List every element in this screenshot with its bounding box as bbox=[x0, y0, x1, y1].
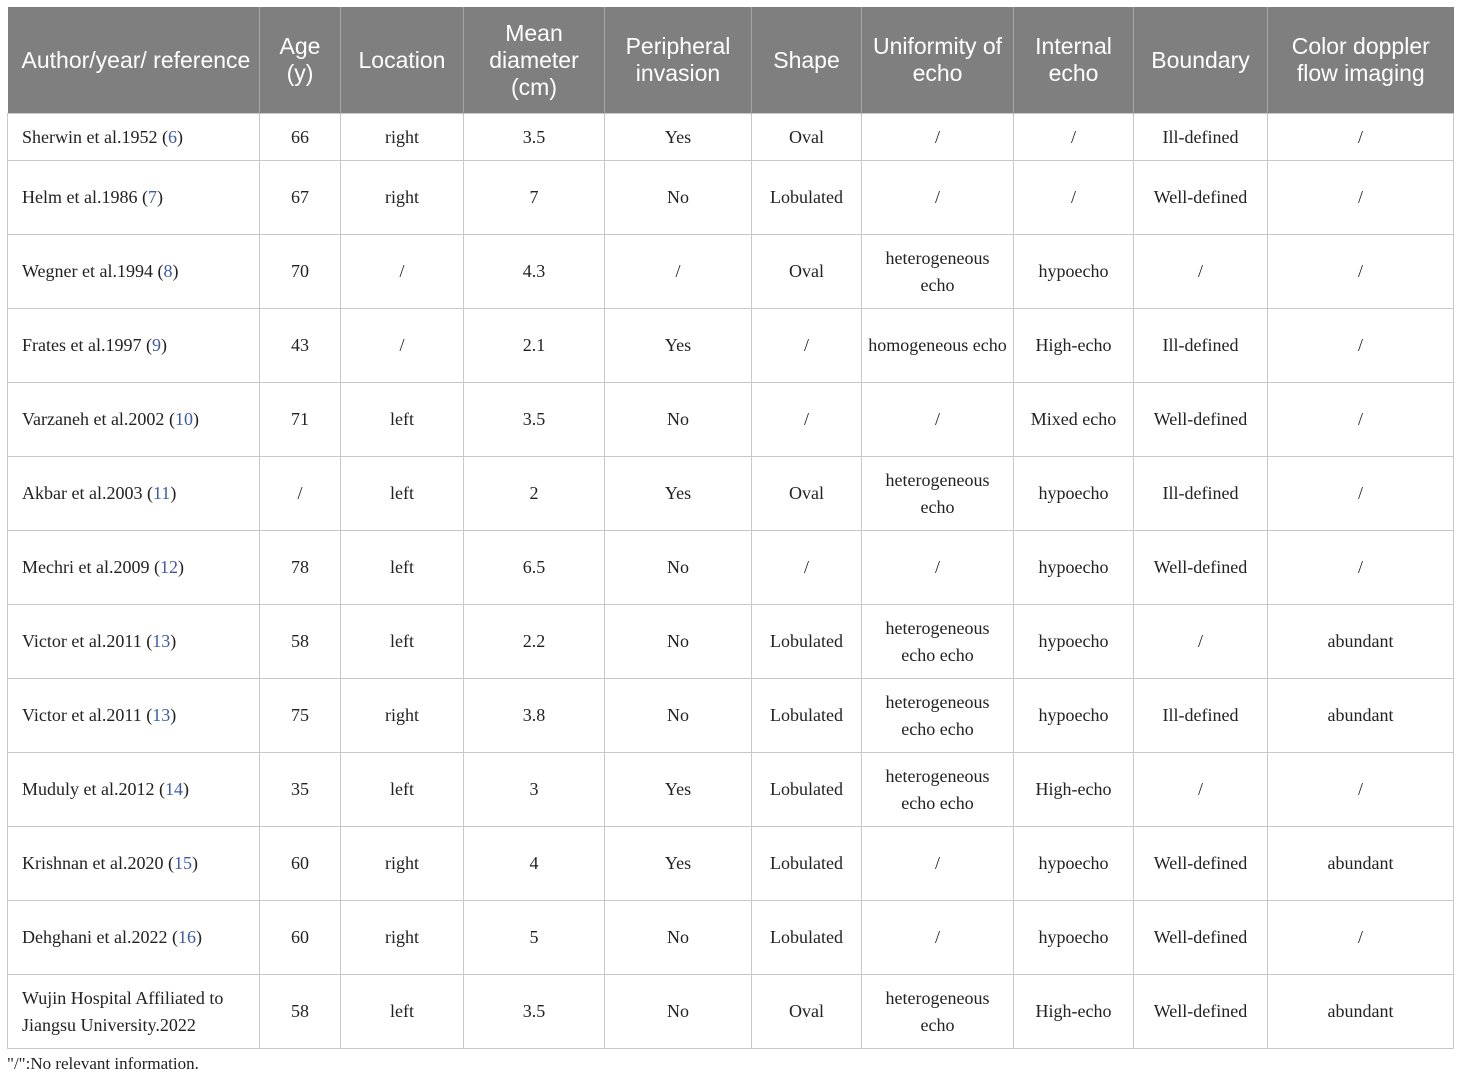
cell-age: 58 bbox=[260, 975, 341, 1049]
cell-uniformity: / bbox=[862, 531, 1014, 605]
author-text: Krishnan et al.2020 bbox=[22, 853, 164, 873]
table-header bbox=[8, 7, 1454, 114]
reference-link[interactable]: 10 bbox=[174, 409, 193, 429]
table-container bbox=[7, 7, 1453, 1049]
table-row bbox=[8, 457, 1454, 531]
header-cdfi: Color doppler flow imaging bbox=[1268, 7, 1454, 114]
reference-link[interactable]: 11 bbox=[152, 483, 171, 503]
cell-cdfi: / bbox=[1268, 457, 1454, 531]
cell-cdfi: / bbox=[1268, 531, 1454, 605]
cell-author bbox=[8, 975, 260, 1049]
reference-link[interactable]: 12 bbox=[159, 557, 178, 577]
reference-link[interactable]: 15 bbox=[173, 853, 192, 873]
cell-author: Sherwin et al.1952 (6) bbox=[8, 114, 260, 161]
reference-link[interactable]: 7 bbox=[147, 187, 157, 207]
author-text: Victor et al.2011 bbox=[22, 705, 142, 725]
cell-diameter: 2 bbox=[464, 457, 605, 531]
reference-link[interactable]: 13 bbox=[152, 631, 171, 651]
cell-shape: Oval bbox=[752, 114, 862, 161]
cell-location: left bbox=[341, 975, 464, 1049]
table-row bbox=[8, 901, 1454, 975]
header-location: Location bbox=[341, 7, 464, 114]
cell-uniformity: heterogeneous echo echo bbox=[862, 753, 1014, 827]
cell-diameter: 6.5 bbox=[464, 531, 605, 605]
cell-boundary: Well-defined bbox=[1134, 901, 1268, 975]
reference-link[interactable]: 14 bbox=[165, 779, 183, 799]
table-row bbox=[8, 827, 1454, 901]
cell-age: 58 bbox=[260, 605, 341, 679]
cell-invasion: Yes bbox=[605, 753, 752, 827]
table-row bbox=[8, 235, 1454, 309]
cell-shape: Lobulated bbox=[752, 679, 862, 753]
cell-invasion: No bbox=[605, 383, 752, 457]
cell-internal: / bbox=[1014, 114, 1134, 161]
cell-age: 43 bbox=[260, 309, 341, 383]
cell-uniformity: / bbox=[862, 901, 1014, 975]
cell-boundary: / bbox=[1134, 605, 1268, 679]
cell-cdfi: / bbox=[1268, 235, 1454, 309]
table-row bbox=[8, 309, 1454, 383]
cell-author: Helm et al.1986 (7) bbox=[8, 161, 260, 235]
cell-cdfi: abundant bbox=[1268, 679, 1454, 753]
header-shape: Shape bbox=[752, 7, 862, 114]
cell-diameter: 3 bbox=[464, 753, 605, 827]
cell-invasion: Yes bbox=[605, 114, 752, 161]
cell-invasion: No bbox=[605, 605, 752, 679]
cell-cdfi: / bbox=[1268, 309, 1454, 383]
cell-diameter: 4 bbox=[464, 827, 605, 901]
cell-internal: hypoecho bbox=[1014, 901, 1134, 975]
cell-location: left bbox=[341, 753, 464, 827]
author-text: Varzaneh et al.2002 bbox=[22, 409, 165, 429]
cell-author: Akbar et al.2003 (11) bbox=[8, 457, 260, 531]
cell-author: Victor et al.2011 (13) bbox=[8, 679, 260, 753]
header-diameter: Mean diameter (cm) bbox=[464, 7, 605, 114]
cell-location: left bbox=[341, 383, 464, 457]
cell-location: left bbox=[341, 605, 464, 679]
cell-shape: Lobulated bbox=[752, 605, 862, 679]
cell-diameter: 2.1 bbox=[464, 309, 605, 383]
author-text: Muduly et al.2012 bbox=[22, 779, 155, 799]
cell-boundary: Ill-defined bbox=[1134, 679, 1268, 753]
cell-cdfi: / bbox=[1268, 383, 1454, 457]
cell-age: 75 bbox=[260, 679, 341, 753]
cell-shape: Lobulated bbox=[752, 827, 862, 901]
cell-location: right bbox=[341, 161, 464, 235]
cell-cdfi: abundant bbox=[1268, 827, 1454, 901]
data-table bbox=[7, 7, 1454, 1049]
cell-internal: hypoecho bbox=[1014, 605, 1134, 679]
cell-shape: / bbox=[752, 309, 862, 383]
cell-invasion: No bbox=[605, 975, 752, 1049]
cell-author: Victor et al.2011 (13) bbox=[8, 605, 260, 679]
cell-uniformity: homogeneous echo bbox=[862, 309, 1014, 383]
cell-author: Varzaneh et al.2002 (10) bbox=[8, 383, 260, 457]
cell-internal: hypoecho bbox=[1014, 457, 1134, 531]
cell-diameter: 4.3 bbox=[464, 235, 605, 309]
cell-diameter: 3.5 bbox=[464, 975, 605, 1049]
cell-cdfi: / bbox=[1268, 901, 1454, 975]
cell-shape: Lobulated bbox=[752, 901, 862, 975]
table-row bbox=[8, 605, 1454, 679]
cell-location: left bbox=[341, 531, 464, 605]
reference-link[interactable]: 13 bbox=[152, 705, 171, 725]
cell-boundary: / bbox=[1134, 235, 1268, 309]
cell-internal: / bbox=[1014, 161, 1134, 235]
cell-age: 78 bbox=[260, 531, 341, 605]
table-row bbox=[8, 531, 1454, 605]
header-boundary: Boundary bbox=[1134, 7, 1268, 114]
cell-location: / bbox=[341, 235, 464, 309]
table-row bbox=[8, 114, 1454, 161]
footnote: "/":No relevant information. bbox=[7, 1054, 199, 1073]
cell-shape: Oval bbox=[752, 975, 862, 1049]
cell-boundary: Well-defined bbox=[1134, 827, 1268, 901]
cell-invasion: No bbox=[605, 531, 752, 605]
cell-invasion: Yes bbox=[605, 457, 752, 531]
table-row bbox=[8, 975, 1454, 1049]
cell-uniformity: heterogeneous echo bbox=[862, 457, 1014, 531]
cell-cdfi: / bbox=[1268, 114, 1454, 161]
author-text: Helm et al.1986 bbox=[22, 187, 138, 207]
cell-location: / bbox=[341, 309, 464, 383]
cell-uniformity: / bbox=[862, 383, 1014, 457]
cell-cdfi: / bbox=[1268, 161, 1454, 235]
reference-link[interactable]: 9 bbox=[151, 335, 161, 355]
cell-internal: hypoecho bbox=[1014, 531, 1134, 605]
cell-age: 66 bbox=[260, 114, 341, 161]
cell-shape: Oval bbox=[752, 235, 862, 309]
cell-location: right bbox=[341, 827, 464, 901]
cell-diameter: 5 bbox=[464, 901, 605, 975]
cell-age: 60 bbox=[260, 827, 341, 901]
cell-uniformity: heterogeneous echo echo bbox=[862, 605, 1014, 679]
cell-diameter: 3.8 bbox=[464, 679, 605, 753]
cell-location: left bbox=[341, 457, 464, 531]
cell-uniformity: / bbox=[862, 161, 1014, 235]
cell-boundary: Well-defined bbox=[1134, 975, 1268, 1049]
author-text: Wujin Hospital Affiliated to Jiangsu University.2022 bbox=[22, 987, 224, 1035]
cell-boundary: Ill-defined bbox=[1134, 114, 1268, 161]
cell-invasion: No bbox=[605, 901, 752, 975]
cell-shape: Lobulated bbox=[752, 753, 862, 827]
cell-shape: Lobulated bbox=[752, 161, 862, 235]
cell-uniformity: / bbox=[862, 114, 1014, 161]
cell-internal: hypoecho bbox=[1014, 827, 1134, 901]
cell-uniformity: heterogeneous echo echo bbox=[862, 679, 1014, 753]
cell-uniformity: heterogeneous echo bbox=[862, 235, 1014, 309]
author-text: Frates et al.1997 bbox=[22, 335, 142, 355]
author-text: Dehghani et al.2022 bbox=[22, 927, 168, 947]
reference-link[interactable]: 8 bbox=[163, 261, 173, 281]
header-invasion: Peripheral invasion bbox=[605, 7, 752, 114]
cell-author: Krishnan et al.2020 (15) bbox=[8, 827, 260, 901]
cell-cdfi: / bbox=[1268, 753, 1454, 827]
author-text: Mechri et al.2009 bbox=[22, 557, 150, 577]
cell-location: right bbox=[341, 901, 464, 975]
cell-uniformity: heterogeneous echo bbox=[862, 975, 1014, 1049]
cell-internal: High-echo bbox=[1014, 309, 1134, 383]
cell-age: 60 bbox=[260, 901, 341, 975]
cell-age: 67 bbox=[260, 161, 341, 235]
cell-uniformity: / bbox=[862, 827, 1014, 901]
cell-cdfi: abundant bbox=[1268, 975, 1454, 1049]
cell-invasion: / bbox=[605, 235, 752, 309]
table-row bbox=[8, 161, 1454, 235]
cell-boundary: Well-defined bbox=[1134, 161, 1268, 235]
cell-boundary: Ill-defined bbox=[1134, 457, 1268, 531]
reference-link[interactable]: 6 bbox=[167, 126, 177, 147]
cell-location: right bbox=[341, 114, 464, 161]
cell-invasion: Yes bbox=[605, 827, 752, 901]
header-uniformity: Uniformity of echo bbox=[862, 7, 1014, 114]
cell-cdfi: abundant bbox=[1268, 605, 1454, 679]
cell-internal: High-echo bbox=[1014, 975, 1134, 1049]
cell-age: 71 bbox=[260, 383, 341, 457]
cell-shape: Oval bbox=[752, 457, 862, 531]
header-age: Age (y) bbox=[260, 7, 341, 114]
cell-age: 70 bbox=[260, 235, 341, 309]
cell-diameter: 7 bbox=[464, 161, 605, 235]
cell-diameter: 2.2 bbox=[464, 605, 605, 679]
cell-invasion: Yes bbox=[605, 309, 752, 383]
cell-shape: / bbox=[752, 531, 862, 605]
cell-invasion: No bbox=[605, 161, 752, 235]
cell-internal: High-echo bbox=[1014, 753, 1134, 827]
author-text: Akbar et al.2003 bbox=[22, 483, 143, 503]
cell-age: 35 bbox=[260, 753, 341, 827]
header-internal-echo: Internal echo bbox=[1014, 7, 1134, 114]
cell-diameter: 3.5 bbox=[464, 383, 605, 457]
cell-diameter: 3.5 bbox=[464, 114, 605, 161]
author-text: Victor et al.2011 bbox=[22, 631, 142, 651]
cell-author: Dehghani et al.2022 (16) bbox=[8, 901, 260, 975]
reference-link[interactable]: 16 bbox=[177, 927, 196, 947]
header-row bbox=[8, 7, 1454, 114]
table-body bbox=[8, 114, 1454, 1049]
table-row bbox=[8, 679, 1454, 753]
cell-internal: Mixed echo bbox=[1014, 383, 1134, 457]
author-text: Sherwin et al.1952 bbox=[22, 126, 158, 147]
cell-author: Mechri et al.2009 (12) bbox=[8, 531, 260, 605]
cell-author: Wegner et al.1994 (8) bbox=[8, 235, 260, 309]
cell-boundary: Ill-defined bbox=[1134, 309, 1268, 383]
cell-boundary: Well-defined bbox=[1134, 531, 1268, 605]
cell-location: right bbox=[341, 679, 464, 753]
cell-age: / bbox=[260, 457, 341, 531]
cell-internal: hypoecho bbox=[1014, 679, 1134, 753]
header-author: Author/year/ reference bbox=[8, 7, 260, 114]
author-text: Wegner et al.1994 bbox=[22, 261, 154, 281]
cell-shape: / bbox=[752, 383, 862, 457]
table-row bbox=[8, 753, 1454, 827]
cell-internal: hypoecho bbox=[1014, 235, 1134, 309]
cell-author: Frates et al.1997 (9) bbox=[8, 309, 260, 383]
cell-boundary: / bbox=[1134, 753, 1268, 827]
table-row bbox=[8, 383, 1454, 457]
cell-boundary: Well-defined bbox=[1134, 383, 1268, 457]
cell-author: Muduly et al.2012 (14) bbox=[8, 753, 260, 827]
cell-invasion: No bbox=[605, 679, 752, 753]
